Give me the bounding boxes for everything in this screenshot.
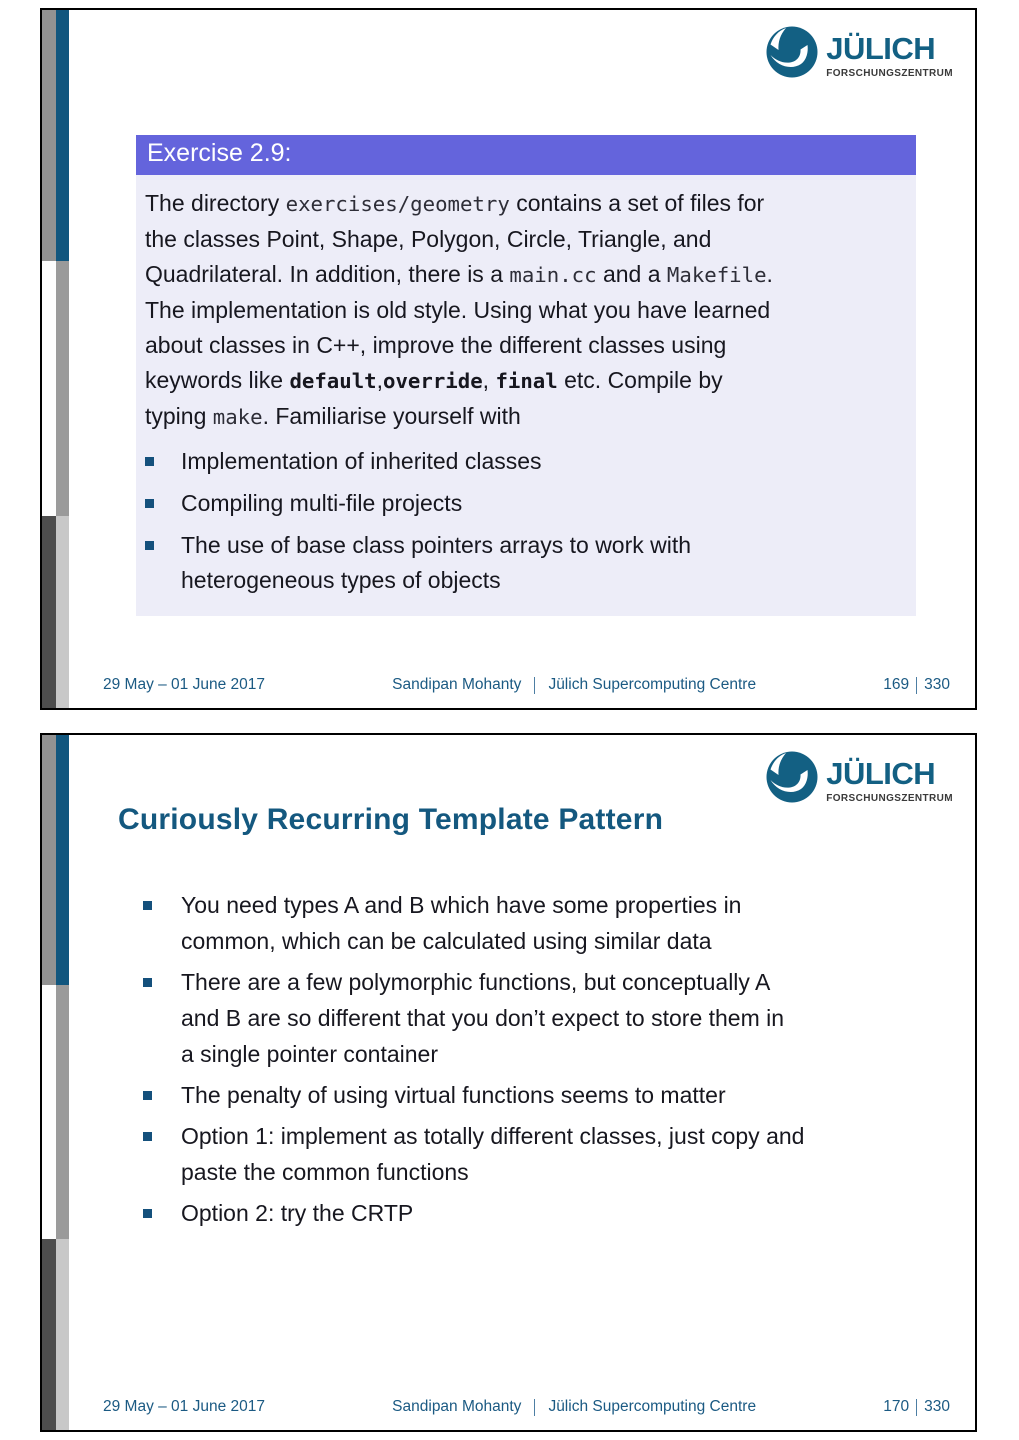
exercise-bullet-list — [145, 444, 906, 598]
sidebar-strip — [42, 10, 56, 261]
juelich-logo-icon — [766, 26, 818, 78]
slide-footer — [103, 1398, 950, 1416]
bullet-item — [143, 1118, 943, 1190]
text-line: paste the common functions — [181, 1159, 469, 1185]
text-line: common, which can be calculated using similar data — [181, 928, 712, 954]
bullet-text — [181, 1077, 943, 1113]
text-line — [145, 399, 906, 435]
footer-date: 29 May – 01 June 2017 — [103, 1398, 266, 1415]
text-span: typing — [145, 403, 213, 429]
bullet-item — [143, 964, 943, 1072]
slide-bullet-list — [143, 887, 943, 1236]
text-span: etc. Compile by — [557, 367, 723, 393]
footer-page-number: 170 — [883, 1398, 910, 1415]
bullet-square-icon — [143, 978, 152, 987]
sidebar-strip — [56, 735, 69, 985]
footer-page-indicator — [883, 676, 950, 694]
bullet-text — [181, 1195, 943, 1231]
text-line — [145, 363, 906, 399]
bullet-item — [143, 887, 943, 959]
bullet-item — [145, 486, 906, 521]
exercise-block-title: Exercise 2.9: — [136, 135, 916, 175]
juelich-wordmark: JÜLICH — [826, 756, 936, 791]
bullet-item — [143, 1077, 943, 1113]
text-span: . Familiarise yourself with — [262, 403, 521, 429]
text-span: , — [376, 367, 384, 393]
text-line — [145, 328, 906, 363]
footer-separator — [534, 1399, 535, 1416]
sidebar-segment-top — [42, 735, 69, 985]
exercise-block — [136, 135, 916, 616]
footer-organization: Jülich Supercomputing Centre — [548, 1398, 757, 1415]
text-span: Quadrilateral. In addition, there is a — [145, 261, 510, 287]
juelich-logo-text — [826, 751, 953, 804]
footer-author: Sandipan Mohanty — [392, 1398, 522, 1415]
sidebar-strip — [42, 261, 56, 516]
footer-organization: Jülich Supercomputing Centre — [548, 676, 757, 693]
juelich-wordmark: JÜLICH — [826, 31, 936, 66]
sidebar-strip — [56, 10, 69, 261]
footer-page-total: 330 — [924, 1398, 950, 1415]
code-text: default — [289, 369, 377, 393]
slide-footer — [103, 676, 950, 694]
bullet-square-icon — [145, 541, 154, 550]
juelich-logo-text — [826, 26, 953, 79]
bullet-square-icon — [143, 1132, 152, 1141]
text-line: Option 2: try the CRTP — [181, 1200, 414, 1226]
text-line: Implementation of inherited classes — [181, 448, 542, 474]
sidebar-segment-middle — [42, 985, 69, 1239]
sidebar-segment-middle — [42, 261, 69, 516]
text-span: The implementation is old style. Using what you have learned — [145, 297, 771, 323]
juelich-tagline: FORSCHUNGSZENTRUM — [826, 793, 953, 804]
sidebar-segment-bottom — [42, 516, 69, 708]
text-line: The use of base class pointers arrays to work with — [181, 532, 692, 558]
text-span: . — [766, 261, 773, 287]
text-line: a single pointer container — [181, 1041, 438, 1067]
bullet-square-icon — [145, 499, 154, 508]
sidebar-strip — [56, 516, 69, 708]
text-span: about classes in C++, improve the different classes using — [145, 332, 727, 358]
exercise-paragraph — [145, 186, 906, 435]
juelich-logo-icon — [766, 751, 818, 803]
sidebar-strip — [56, 985, 69, 1239]
code-text: main.cc — [509, 263, 597, 287]
footer-center — [392, 676, 756, 694]
text-span: The directory — [145, 190, 286, 216]
bullet-square-icon — [143, 901, 152, 910]
text-line: There are a few polymorphic functions, but conceptually A — [181, 969, 771, 995]
exercise-block-body — [136, 175, 916, 616]
slide-170 — [40, 733, 977, 1432]
bullet-text — [181, 1118, 943, 1190]
slide-169 — [40, 8, 977, 710]
sidebar-segment-top — [42, 10, 69, 261]
sidebar-segment-bottom — [42, 1239, 69, 1430]
bullet-item — [145, 444, 906, 479]
text-line: and B are so different that you don’t expect to store them in — [181, 1005, 785, 1031]
bullet-square-icon — [143, 1091, 152, 1100]
footer-page-separator — [916, 1399, 917, 1416]
text-line: The penalty of using virtual functions seems to matter — [181, 1082, 726, 1108]
footer-page-number: 169 — [883, 676, 910, 693]
sidebar-strip — [42, 985, 56, 1239]
code-text: Makefile — [666, 263, 767, 287]
text-line — [145, 186, 906, 222]
slide-sidebar — [42, 10, 69, 708]
footer-separator — [534, 677, 535, 694]
sidebar-strip — [56, 261, 69, 516]
footer-page-total: 330 — [924, 676, 950, 693]
juelich-logo — [766, 26, 953, 79]
text-span: the classes Point, Shape, Polygon, Circle, Triangle, and — [145, 226, 712, 252]
slide-sidebar — [42, 735, 69, 1430]
text-line — [145, 293, 906, 328]
bullet-text — [181, 486, 906, 521]
text-line: Option 1: implement as totally different classes, just copy and — [181, 1123, 805, 1149]
slide-title: Curiously Recurring Template Pattern — [118, 803, 664, 836]
code-text: final — [495, 369, 558, 393]
text-span: contains a set of files for — [509, 190, 765, 216]
bullet-text — [181, 887, 943, 959]
bullet-item — [143, 1195, 943, 1231]
code-text: exercises/geometry — [285, 192, 510, 216]
bullet-square-icon — [143, 1209, 152, 1218]
sidebar-strip — [56, 1239, 69, 1430]
code-text: override — [383, 369, 483, 393]
footer-author: Sandipan Mohanty — [392, 676, 522, 693]
sidebar-strip — [42, 735, 56, 985]
text-line — [145, 257, 906, 293]
text-span: keywords like — [145, 367, 290, 393]
text-line: heterogeneous types of objects — [181, 567, 501, 593]
bullet-text — [181, 444, 906, 479]
text-line — [145, 222, 906, 257]
footer-page-separator — [916, 677, 917, 694]
text-line: You need types A and B which have some properties in — [181, 892, 742, 918]
juelich-logo — [766, 751, 953, 804]
footer-page-indicator — [883, 1398, 950, 1416]
text-span: and a — [596, 261, 667, 287]
sidebar-strip — [42, 516, 56, 708]
sidebar-strip — [42, 1239, 56, 1430]
text-span: , — [482, 367, 496, 393]
footer-center — [392, 1398, 756, 1416]
bullet-text — [181, 528, 906, 598]
text-line: Compiling multi-file projects — [181, 490, 463, 516]
footer-date: 29 May – 01 June 2017 — [103, 676, 266, 693]
bullet-square-icon — [145, 457, 154, 466]
bullet-text — [181, 964, 943, 1072]
juelich-tagline: FORSCHUNGSZENTRUM — [826, 68, 953, 79]
code-text: make — [212, 405, 263, 429]
bullet-item — [145, 528, 906, 598]
